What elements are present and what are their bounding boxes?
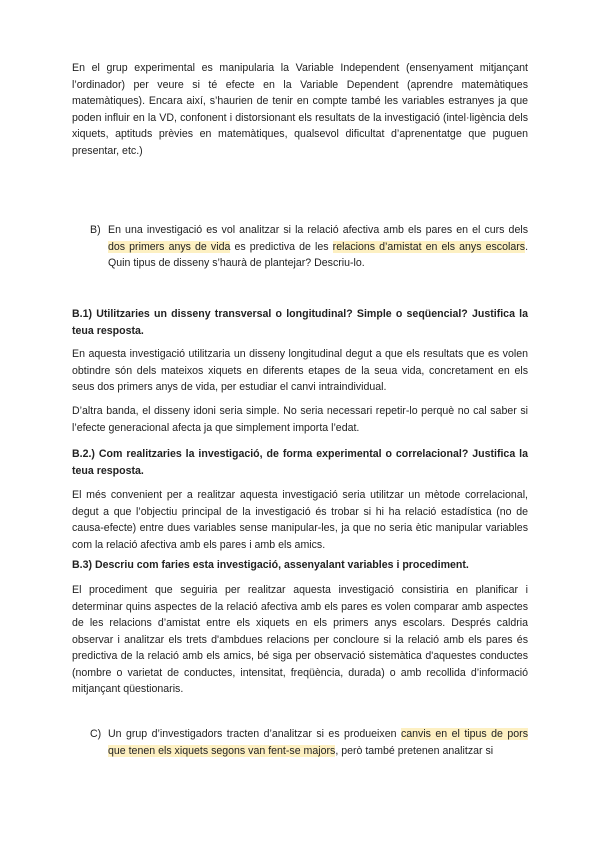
b2-paragraph-1: El més convenient per a realitzar aquesta investigació seria utilitzar un mètode correlacional, degut a que l’objectiu principal de la investigació és trobar si hi ha relació estadística (no de causa-efecte) entre dues variables sense manipular-les, ja que no seria ètic manipular variables com la relació afectiva amb els pares i amb els amics.	[72, 489, 528, 551]
b3-paragraph-1: El procediment que seguiria per realitzar aquesta investigació consistiria en planificar i determinar quins aspectes de la relació afectiva amb els pares es volen comparar amb aspectes de les relacions d’amistat entre els xiquets en els primers anys escolars. Després caldria observar i analitzar els trets d'ambdues relacions per concloure si la relació amb els pares és predictiva de la relació amb els amics, bé siga per observació sistemàtica d'aquestes conductes (nombre o varietat de conductes, intensitat, freqüència, durada) o amb recollida d’informació mitjançant qüestionaris.	[72, 584, 528, 695]
question-b-marker: B)	[90, 224, 101, 236]
b2-heading: B.2.) Com realitzaries la investigació, de forma experimental o correlacional? Justifica la teua resposta.	[72, 448, 528, 477]
highlight-relacions-amistat: relacions d’amistat en els anys escolars	[332, 240, 526, 253]
b1-paragraph-1: En aquesta investigació utilitzaria un disseny longitudinal degut a que els resultats que es volen obtindre són dels mateixos xiquets en diferents etapes de la seua vida, concretament en els seus dos primers anys de vida, per estudiar el canvi intraindividual.	[72, 348, 528, 393]
b1-paragraph-2: D’altra banda, el disseny idoni seria simple. No seria necessari repetir-lo perquè no cal saber si l’efecte generacional afecta ja que simplement importa l’edat.	[72, 405, 528, 434]
question-c-text: Un grup d’investigadors tracten d’analitzar si es produeixen canvis en el tipus de pors que tenen els xiquets segons van fent-se majors, però també pretenen analitzar si	[108, 728, 529, 757]
highlight-dos-primers-anys: dos primers anys de vida	[108, 240, 231, 253]
question-b	[90, 222, 528, 272]
question-c-marker: C)	[90, 728, 102, 740]
question-b-text: En una investigació es vol analitzar si la relació afectiva amb els pares en el curs dels dos primers anys de vida es predictiva de les relacions d’amistat en els anys escolars. Quin tipus de disseny s’haurà de plantejar? Descriu-lo.	[108, 224, 529, 269]
b3-heading: B.3) Descriu com faries esta investigació, assenyalant variables i procediment.	[72, 559, 469, 571]
highlight-canvis-pors: canvis en el tipus de pors que tenen els xiquets segons van fent-se majors	[108, 728, 529, 757]
question-c	[90, 726, 528, 759]
intro-paragraph: En el grup experimental es manipularia la Variable Independent (ensenyament mitjançant l’ordinador) per veure si té efecte en la Variable Dependent (aprendre matemàtiques matemàtiques). Encara així, s’haurien de tenir en compte també les variables estranyes ja que poden influir en la VD, confonent i distorsionant els resultats de la investigació (intel·ligència dels xiquets, aptituds prèvies en matemàtiques, qualsevol dificultat d’aprenentatge que puguen presentar, etc.)	[72, 62, 528, 157]
b1-heading: B.1) Utilitzaries un disseny transversal o longitudinal? Simple o seqüencial? Justifica la teua resposta.	[72, 308, 528, 337]
